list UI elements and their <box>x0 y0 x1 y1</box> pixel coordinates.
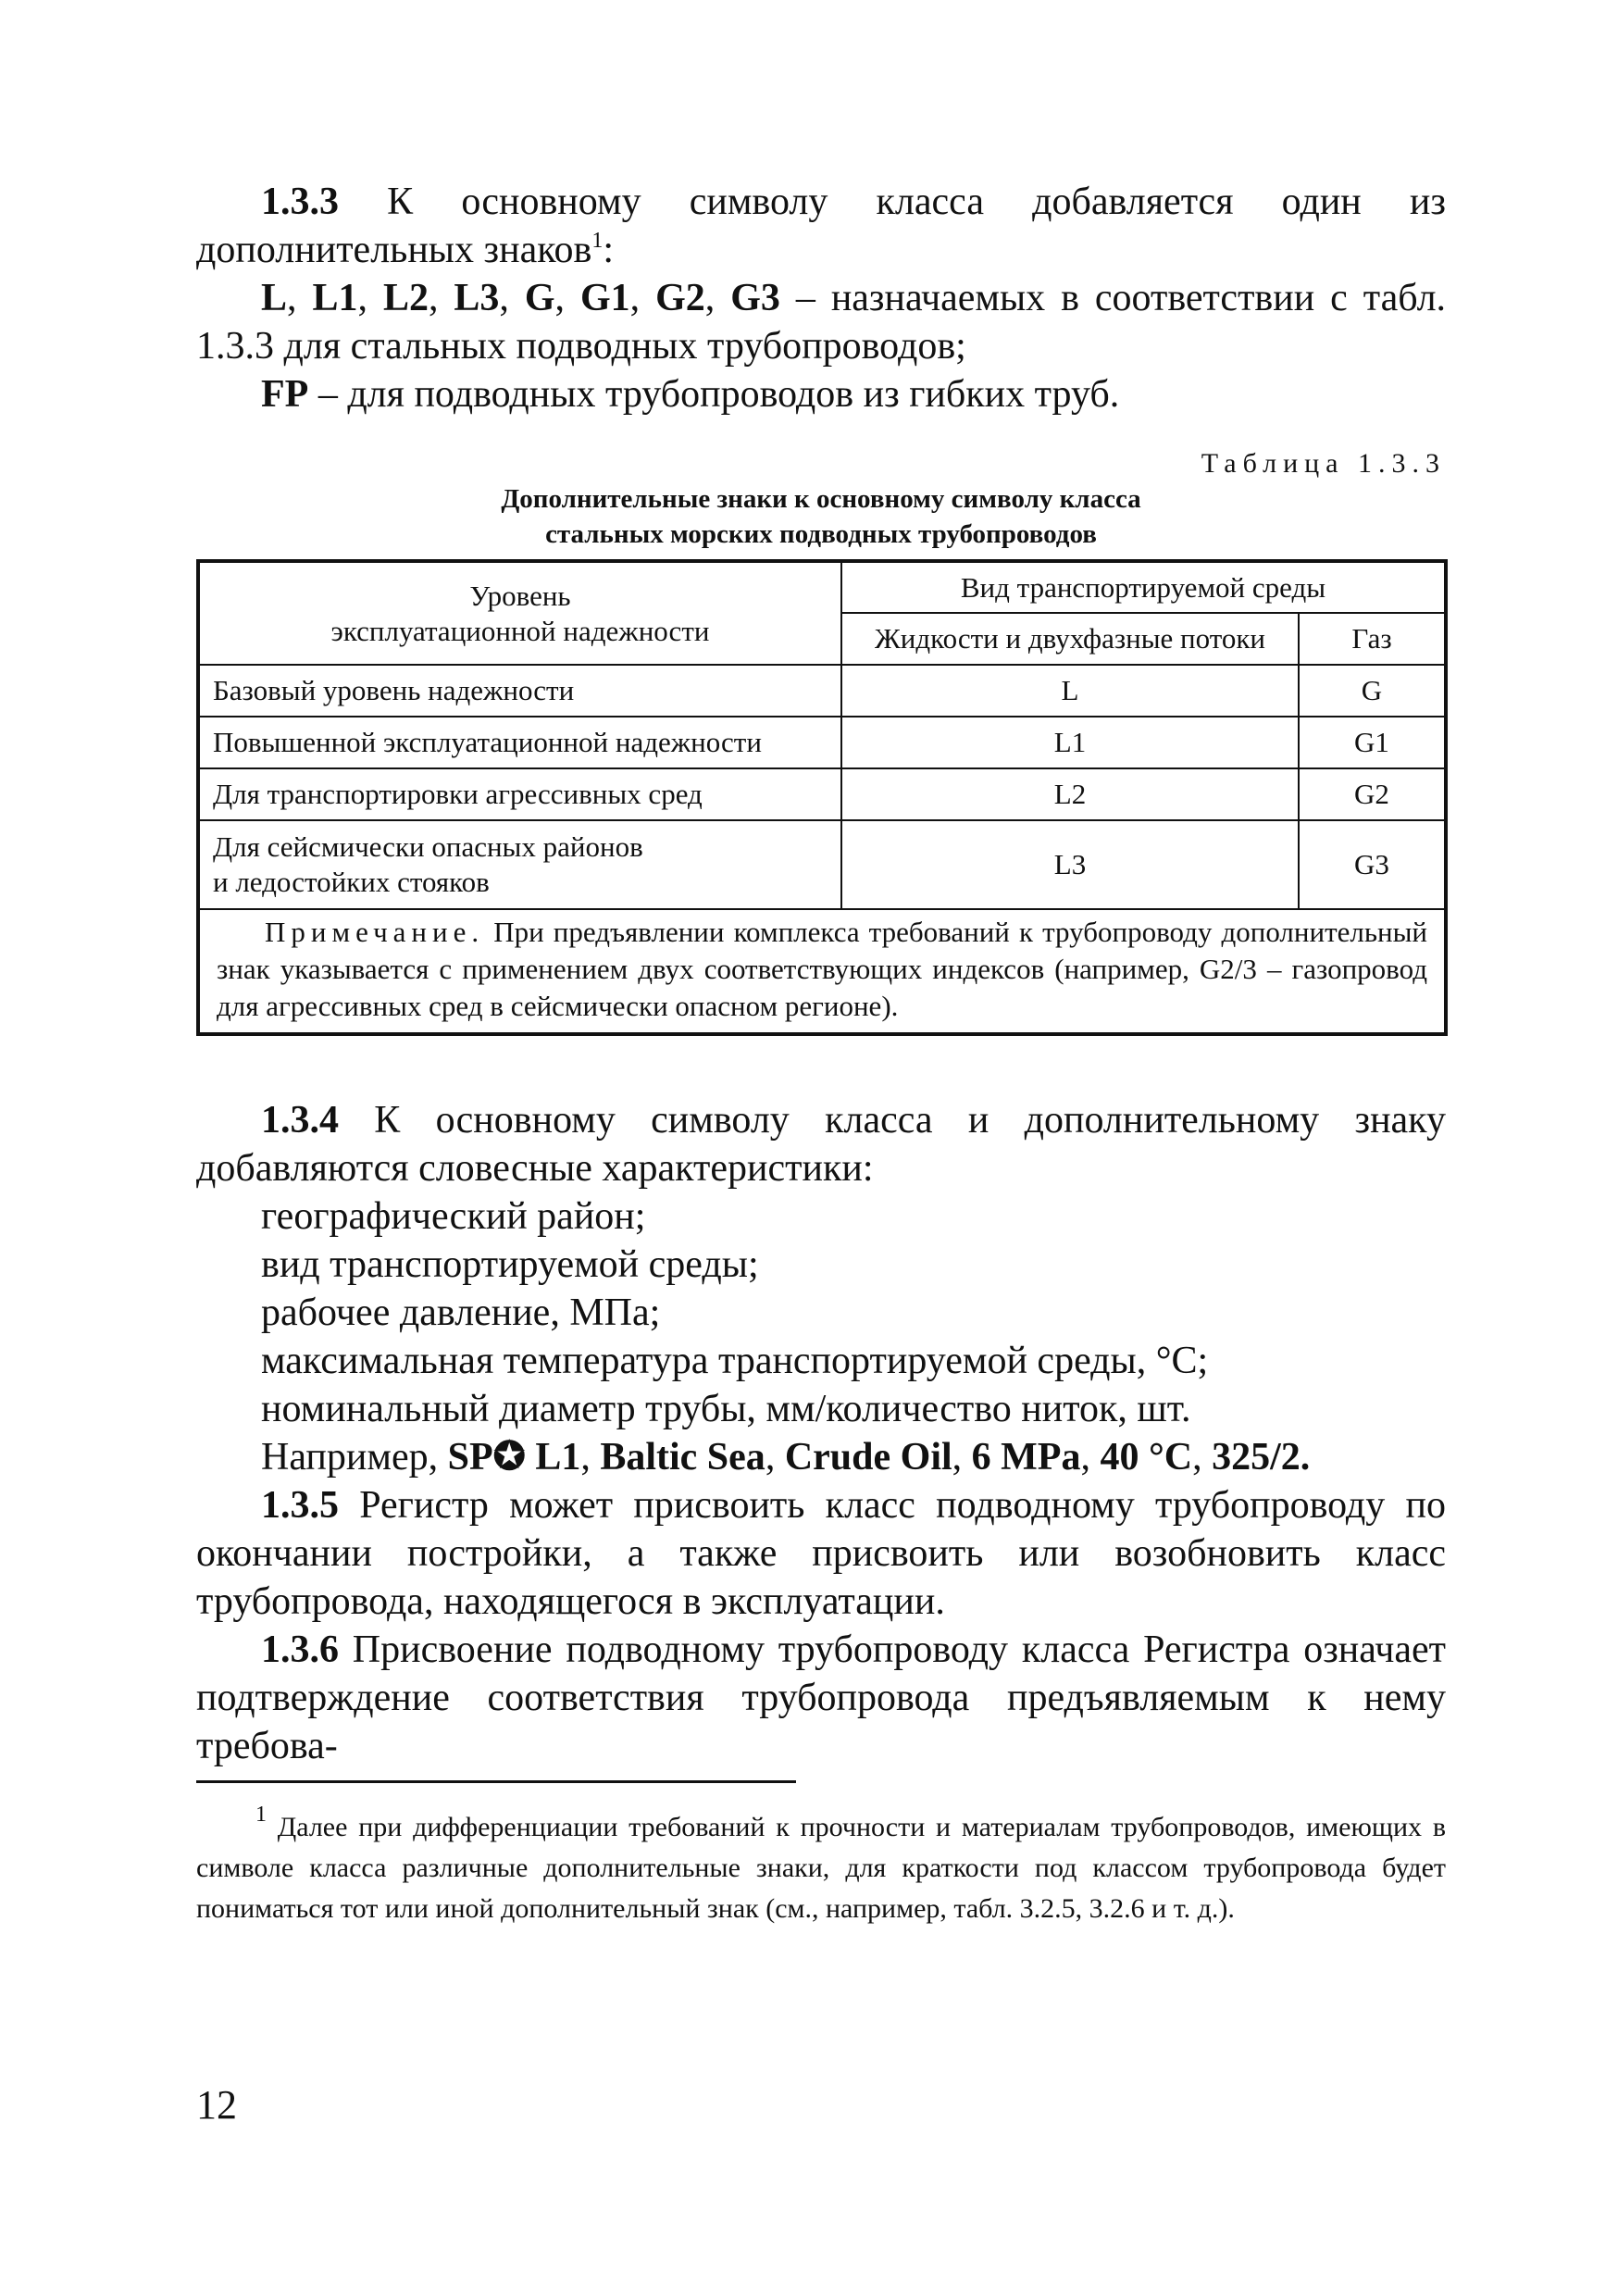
gas-cell: G <box>1299 665 1446 717</box>
paragraph-1-3-6: 1.3.6 Присвоение подводному трубопроводу класса Регистра означает подтверждение соответствия трубопровода предъявляемым к нему требова- <box>196 1628 1446 1767</box>
list-item: географический район; <box>261 1195 646 1238</box>
paragraph-1-3-4: 1.3.4 К основному символу класса и дополнительному знаку добавляются словесные характеристики: <box>196 1099 1446 1190</box>
table-label: Таблица 1.3.3 <box>1201 448 1446 479</box>
page-number: 12 <box>196 2082 237 2128</box>
level-cell: Базовый уровень надежности <box>198 665 841 717</box>
list-item: номинальный диаметр трубы, мм/количество ниток, шт. <box>261 1388 1191 1430</box>
level-cell: Для транспортировки агрессивных сред <box>198 768 841 820</box>
footnote <box>196 1803 1446 1929</box>
table-title: Дополнительные знаки к основному символу класса стальных морских подводных трубопроводов <box>501 484 1141 549</box>
list-item: рабочее давление, МПа; <box>261 1292 661 1334</box>
table-row <box>198 768 1446 820</box>
gas-cell: G2 <box>1299 768 1446 820</box>
table-row <box>198 717 1446 768</box>
section-number: 1.3.5 <box>261 1484 339 1527</box>
level-cell: Повышенной эксплуатационной надежности <box>198 717 841 768</box>
footnote-text: Далее при дифференциации требований к прочности и материалам трубопроводов, имеющих в символе класса различные дополнительные знаки, для краткости под классом трубопровода будет пониматься тот или иной дополнительный знак (см., например, табл. 3.2.5, 3.2.6 и т. д.). <box>196 1812 1446 1924</box>
header-level: Уровень эксплуатационной надежности <box>198 561 841 665</box>
section-number: 1.3.3 <box>261 181 339 223</box>
table-header-row <box>198 561 1446 613</box>
marks-table <box>196 559 1448 1036</box>
section-number: 1.3.6 <box>261 1628 339 1671</box>
table-row <box>198 665 1446 717</box>
header-medium: Вид транспортируемой среды <box>841 561 1446 613</box>
table-note <box>198 909 1446 1034</box>
footnote-marker: 1 <box>255 1803 267 1827</box>
list-item: максимальная температура транспортируемой среды, °С; <box>261 1340 1209 1382</box>
note-text: При предъявлении комплекса требований к трубопроводу дополнительный знак указывается с применением двух соответствующих индексов (например, G2/3 – газопровод для агрессивных сред в сейсмически опасном регионе). <box>217 916 1427 1022</box>
liquid-cell: L <box>841 665 1299 717</box>
level-cell: Для сейсмически опасных районов и ледостойких стояков <box>198 820 841 909</box>
paragraph-marks: L, L1, L2, L3, G, G1, G2, G3 – назначаемых в соответствии с табл. 1.3.3 для стальных подводных трубопроводов; <box>196 277 1447 368</box>
header-gas: Газ <box>1299 613 1446 665</box>
example-line: Например, SP✪ L1, Baltic Sea, Crude Oil, 6 MPa, 40 °С, 325/2. <box>261 1436 1311 1479</box>
liquid-cell: L3 <box>841 820 1299 909</box>
footnote-divider <box>196 1780 796 1783</box>
liquid-cell: L2 <box>841 768 1299 820</box>
table-row <box>198 820 1446 909</box>
section-number: 1.3.4 <box>261 1099 339 1142</box>
paragraph-1-3-3: 1.3.3 К основному символу класса добавляется один из дополнительных знаков$^1$: <box>196 181 1446 271</box>
paragraph-fp: FP – для подводных трубопроводов из гибких труб. <box>261 373 1120 416</box>
table-note-row <box>198 909 1446 1034</box>
note-label: Примечание. <box>265 916 485 948</box>
star-circle-icon: ✪ <box>492 1436 526 1479</box>
list-item: вид транспортируемой среды; <box>261 1243 759 1286</box>
paragraph-1-3-5: 1.3.5 Регистр может присвоить класс подводному трубопроводу по окончании постройки, а также присвоить или возобновить класс трубопровода, находящегося в эксплуатации. <box>196 1484 1446 1623</box>
footnote-reference[interactable]: 1 <box>591 229 604 253</box>
header-liquid: Жидкости и двухфазные потоки <box>841 613 1299 665</box>
paragraph-text: К основному символу класса добавляется один из дополнительных знаков <box>196 181 1446 271</box>
liquid-cell: L1 <box>841 717 1299 768</box>
gas-cell: G3 <box>1299 820 1446 909</box>
gas-cell: G1 <box>1299 717 1446 768</box>
